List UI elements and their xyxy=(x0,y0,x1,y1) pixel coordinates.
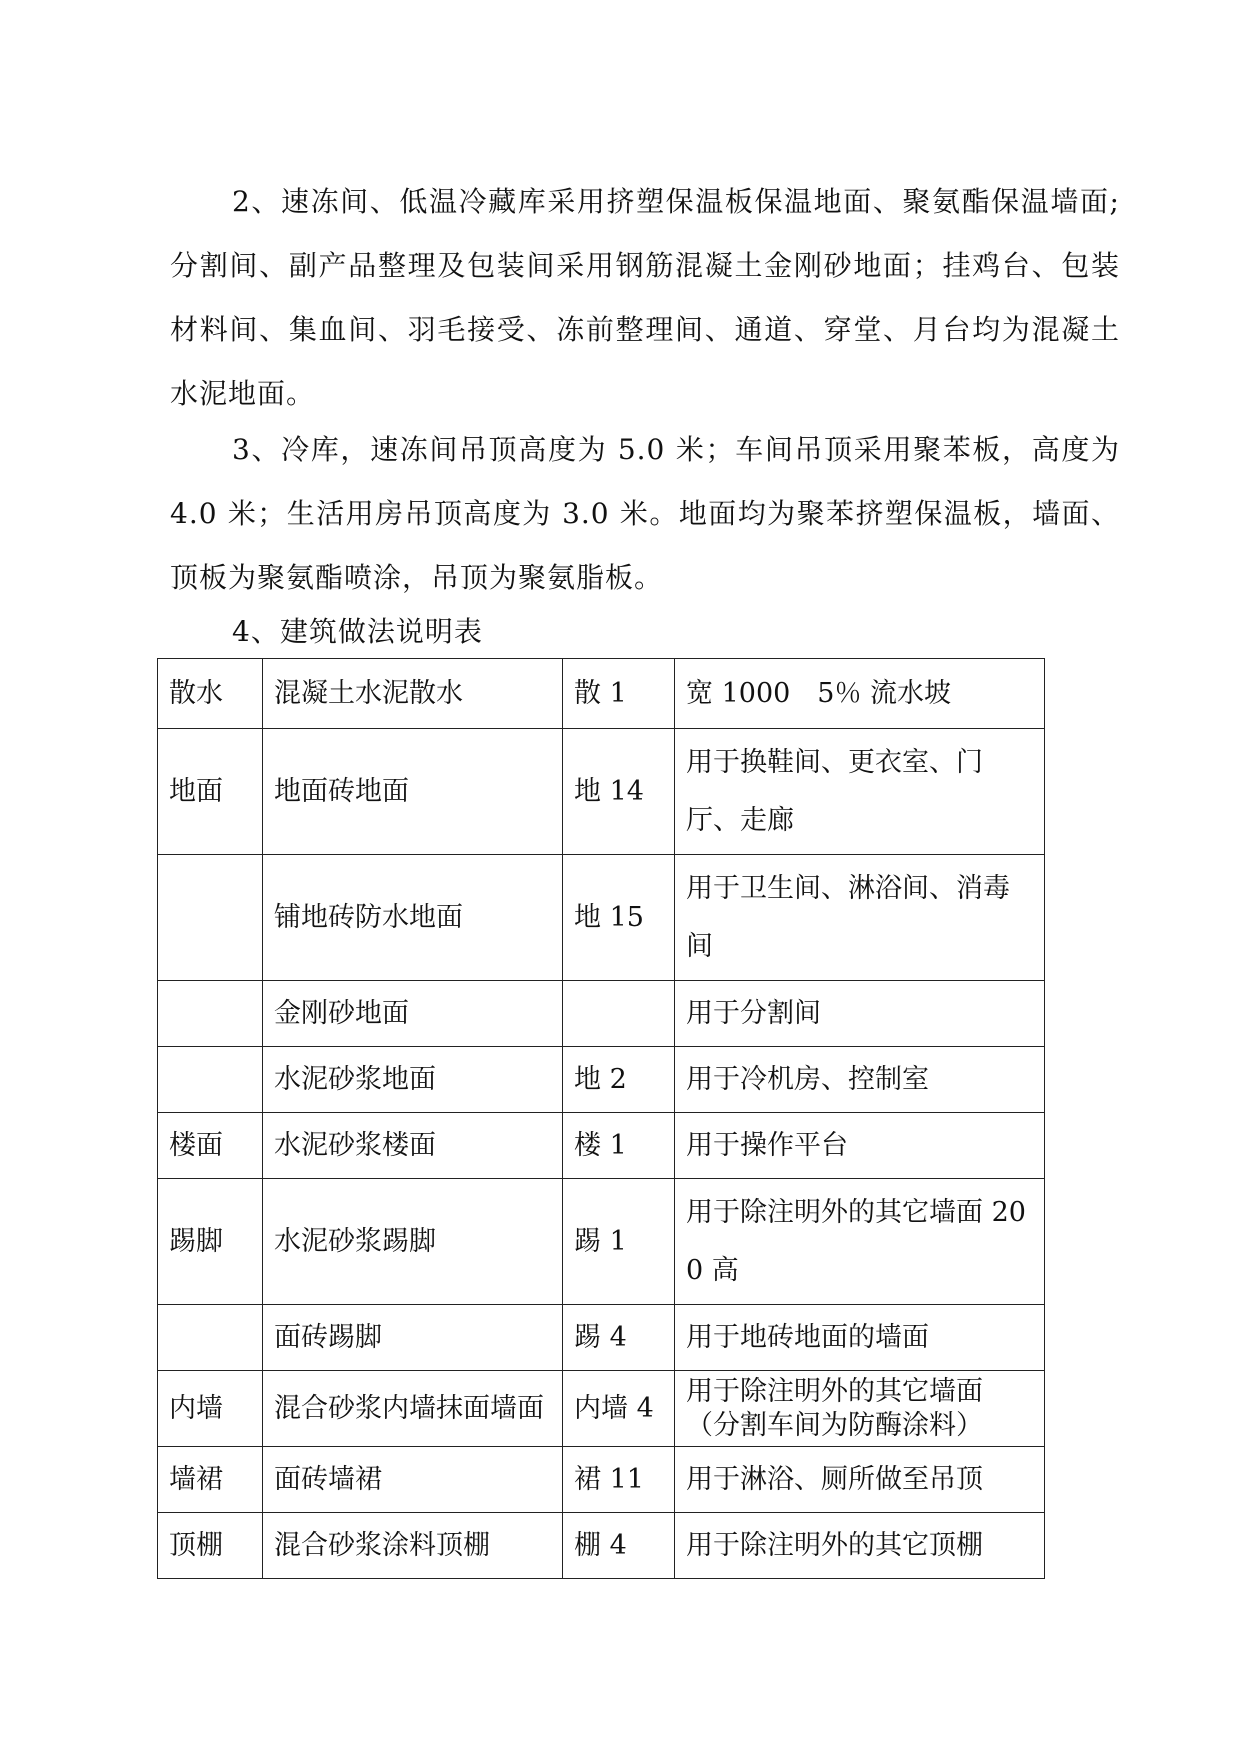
construction-spec-table xyxy=(157,658,1045,1579)
usage-cell: 用于换鞋间、更衣室、门厅、走廊 xyxy=(675,729,1045,855)
table-row xyxy=(158,1513,1045,1579)
usage-cell: 宽 1000 5％ 流水坡 xyxy=(675,659,1045,729)
category-cell: 楼面 xyxy=(158,1113,263,1179)
table-row xyxy=(158,1179,1045,1305)
code-cell: 裙 11 xyxy=(563,1447,675,1513)
category-cell: 顶棚 xyxy=(158,1513,263,1579)
name-cell: 地面砖地面 xyxy=(263,729,563,855)
usage-cell: 用于冷机房、控制室 xyxy=(675,1047,1045,1113)
name-cell: 混凝土水泥散水 xyxy=(263,659,563,729)
code-cell: 地 15 xyxy=(563,855,675,981)
name-cell: 水泥砂浆踢脚 xyxy=(263,1179,563,1305)
code-cell: 踢 4 xyxy=(563,1305,675,1371)
name-cell: 混合砂浆内墙抹面墙面 xyxy=(263,1371,563,1447)
table-row xyxy=(158,1047,1045,1113)
code-cell xyxy=(563,981,675,1047)
code-cell: 棚 4 xyxy=(563,1513,675,1579)
name-cell: 水泥砂浆楼面 xyxy=(263,1113,563,1179)
name-cell: 面砖墙裙 xyxy=(263,1447,563,1513)
table-row xyxy=(158,855,1045,981)
category-cell xyxy=(158,981,263,1047)
category-cell xyxy=(158,1047,263,1113)
usage-cell: 用于地砖地面的墙面 xyxy=(675,1305,1045,1371)
category-cell: 散水 xyxy=(158,659,263,729)
usage-cell: 用于卫生间、淋浴间、消毒间 xyxy=(675,855,1045,981)
category-cell: 地面 xyxy=(158,729,263,855)
table-caption: 4、建筑做法说明表 xyxy=(232,615,483,648)
code-cell: 地 14 xyxy=(563,729,675,855)
code-cell: 楼 1 xyxy=(563,1113,675,1179)
table-row xyxy=(158,1113,1045,1179)
code-cell: 踢 1 xyxy=(563,1179,675,1305)
category-cell: 踢脚 xyxy=(158,1179,263,1305)
usage-cell: 用于除注明外的其它顶棚 xyxy=(675,1513,1045,1579)
usage-cell: 用于淋浴、厕所做至吊顶 xyxy=(675,1447,1045,1513)
table-row xyxy=(158,659,1045,729)
table-row xyxy=(158,1447,1045,1513)
code-cell: 内墙 4 xyxy=(563,1371,675,1447)
name-cell: 铺地砖防水地面 xyxy=(263,855,563,981)
name-cell: 金刚砂地面 xyxy=(263,981,563,1047)
name-cell: 面砖踢脚 xyxy=(263,1305,563,1371)
code-cell: 地 2 xyxy=(563,1047,675,1113)
table-row xyxy=(158,1371,1045,1447)
table-row xyxy=(158,981,1045,1047)
paragraph-3: 3、冷库，速冻间吊顶高度为 5.0 米；车间吊顶采用聚苯板，高度为 4.0 米；生活用房吊顶高度为 3.0 米。地面均为聚苯挤塑保温板，墙面、顶板为聚氨酯喷涂，吊顶为聚氨脂板。 xyxy=(170,433,1120,594)
code-cell: 散 1 xyxy=(563,659,675,729)
table-row xyxy=(158,729,1045,855)
usage-cell: 用于除注明外的其它墙面（分割车间为防酶涂料） xyxy=(675,1371,1045,1447)
category-cell: 内墙 xyxy=(158,1371,263,1447)
usage-cell: 用于操作平台 xyxy=(675,1113,1045,1179)
table-row xyxy=(158,1305,1045,1371)
category-cell xyxy=(158,1305,263,1371)
name-cell: 混合砂浆涂料顶棚 xyxy=(263,1513,563,1579)
paragraph-2: 2、速冻间、低温冷藏库采用挤塑保温板保温地面、聚氨酯保温墙面;分割间、副产品整理及包装间采用钢筋混凝土金刚砂地面；挂鸡台、包装材料间、集血间、羽毛接受、冻前整理间、通道、穿堂、月台均为混凝土水泥地面。 xyxy=(170,185,1120,410)
category-cell xyxy=(158,855,263,981)
name-cell: 水泥砂浆地面 xyxy=(263,1047,563,1113)
category-cell: 墙裙 xyxy=(158,1447,263,1513)
usage-cell: 用于分割间 xyxy=(675,981,1045,1047)
usage-cell: 用于除注明外的其它墙面 200 高 xyxy=(675,1179,1045,1305)
